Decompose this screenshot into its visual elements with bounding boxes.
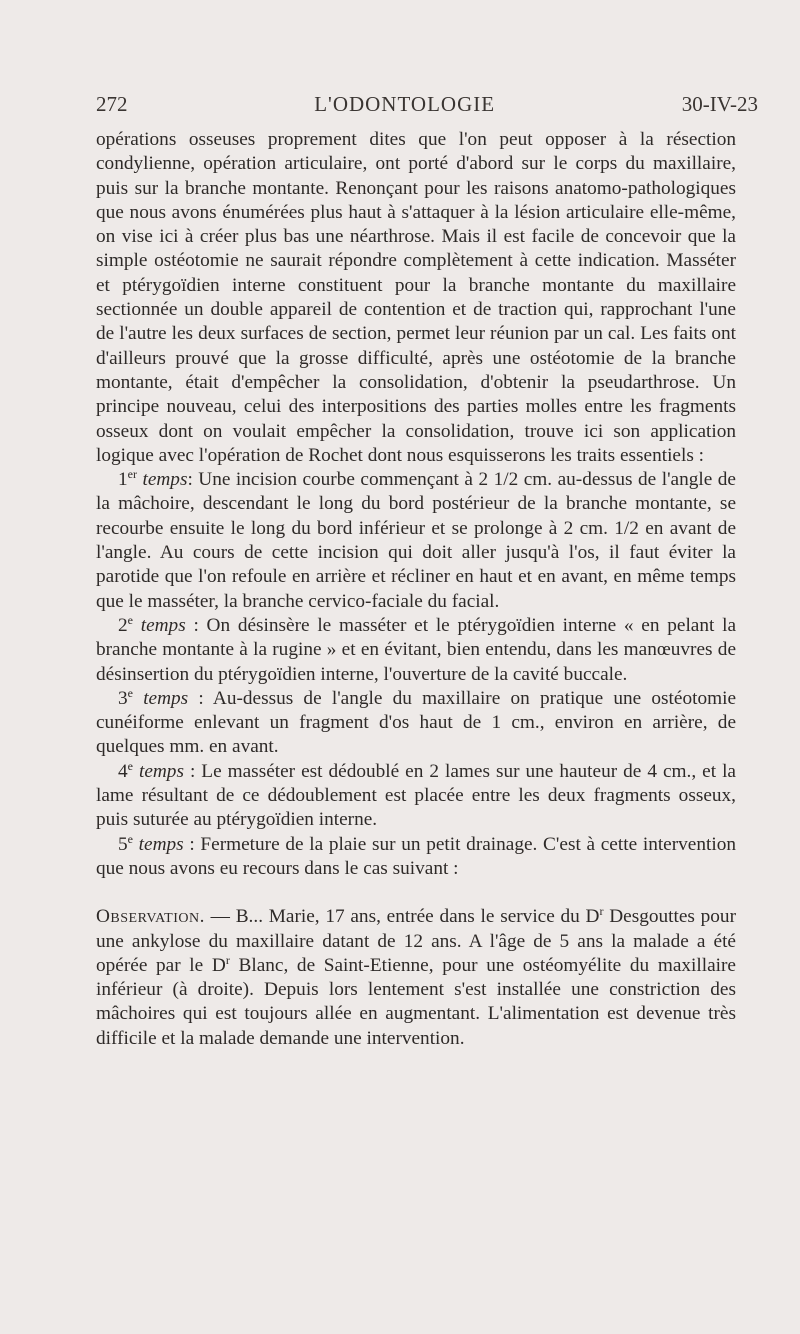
ordinal-suffix: e bbox=[127, 685, 133, 700]
paragraph-step-1 bbox=[96, 468, 736, 614]
paragraph-step-5 bbox=[96, 833, 736, 882]
step-text: : Une incision courbe commençant à 2 1/2 cm. au-dessus de l'angle de la mâchoire, descendant le long du bord postérieur de la branche montante, se recourbe ensuite le long du bord inférieur et se prolonge à 2 cm. 1/2 en avant de l'angle. Au cours de cette incision qui doit aller jusqu'à l'os, il faut éviter la parotide que l'on refoule en arrière et récliner en haut et en avant, en même temps que le masséter, la branche cervico-faciale du facial. bbox=[96, 469, 736, 612]
step-number: 2 bbox=[118, 614, 128, 636]
step-number: 3 bbox=[118, 687, 128, 709]
step-label: temps bbox=[143, 687, 189, 709]
paragraph-step-2 bbox=[96, 614, 736, 687]
title-suffix: r bbox=[225, 952, 230, 967]
observation-label: Observation. bbox=[96, 906, 205, 928]
title-suffix: r bbox=[599, 904, 604, 919]
running-header bbox=[96, 92, 758, 124]
ordinal-suffix: e bbox=[127, 758, 133, 773]
paragraph-step-3 bbox=[96, 687, 736, 760]
body-text bbox=[96, 128, 736, 1051]
step-text: : Fermeture de la plaie sur un petit drainage. C'est à cette intervention que nous avons eu recours dans le cas suivant : bbox=[96, 833, 736, 879]
step-label: temps bbox=[140, 614, 186, 636]
step-number: 1 bbox=[118, 469, 128, 491]
step-text: : Le masséter est dédoublé en 2 lames sur une hauteur de 4 cm., et la lame résultant de ce dédoublement est placée entre les deux fragments osseux, puis suturée au ptérygoïdien interne. bbox=[96, 760, 736, 831]
ordinal-suffix: e bbox=[127, 831, 133, 846]
step-number: 5 bbox=[118, 833, 128, 855]
observation-text: — B... Marie, 17 ans, entrée dans le service du D bbox=[204, 906, 600, 928]
paragraph-intro: opérations osseuses proprement dites que l'on peut opposer à la résection condylienne, opération articulaire, ont porté d'abord sur le corps du maxillaire, puis sur la branche montante. Renonçant pour les raisons anatomo-pathologiques que nous avons énumérées plus haut à s'attaquer à la lésion articulaire elle-même, on vise ici à créer plus bas une néarthrose. Mais il est facile de concevoir que la simple ostéotomie ne saurait répondre complètement à cette indication. Masséter et ptérygoïdien interne constituent pour la branche montante du maxillaire sectionnée un double appareil de contention et de traction qui, rapprochant l'une de l'autre les deux surfaces de section, permet leur réunion par un cal. Les faits ont d'ailleurs prouvé que la grosse difficulté, après une ostéotomie de la branche montante, était d'empêcher la consolidation, d'obtenir la pseudarthrose. Un principe nouveau, celui des interpositions des parties molles entre les fragments osseux dont on voulait empêcher la consolidation, trouve ici son application logique avec l'opération de Rochet dont nous esquisserons les traits essentiels : bbox=[96, 129, 736, 466]
step-number: 4 bbox=[118, 760, 128, 782]
step-label: temps bbox=[138, 833, 184, 855]
issue-date: 30-IV-23 bbox=[681, 92, 758, 116]
step-text: : Au-dessus de l'angle du maxillaire on pratique une ostéotomie cunéiforme enlevant un fragment d'os haut de 1 cm., environ en arrière, de quelques mm. en avant. bbox=[96, 687, 737, 758]
page-number: 272 bbox=[96, 92, 128, 116]
paragraph-step-4 bbox=[96, 760, 736, 833]
paragraph-observation bbox=[96, 905, 736, 1051]
step-label: temps bbox=[142, 469, 188, 491]
observation-text: Blanc, de Saint-Etienne, pour une ostéomyélite du maxillaire inférieur (à droite). Depuis lors lentement s'est installée une constriction des mâchoires qui est toujours allée en augmentant. L'alimentation est devenue très difficile et la malade demande une intervention. bbox=[96, 954, 736, 1049]
ordinal-suffix: e bbox=[127, 612, 133, 627]
step-text: : On désinsère le masséter et le ptérygoïdien interne « en pelant la branche montante à la rugine » et en évitant, bien entendu, dans les manœuvres de désinsertion du ptérygoïdien interne, l'ouverture de la cavité buccale. bbox=[96, 614, 737, 685]
journal-title: L'ODONTOLOGIE bbox=[314, 92, 496, 116]
observation-text: Desgouttes pour une ankylose du maxillaire datant de 12 ans. A l'âge de 5 ans la malade a été opérée par le D bbox=[96, 906, 736, 976]
step-label: temps bbox=[138, 760, 184, 782]
ordinal-suffix: er bbox=[127, 467, 137, 482]
